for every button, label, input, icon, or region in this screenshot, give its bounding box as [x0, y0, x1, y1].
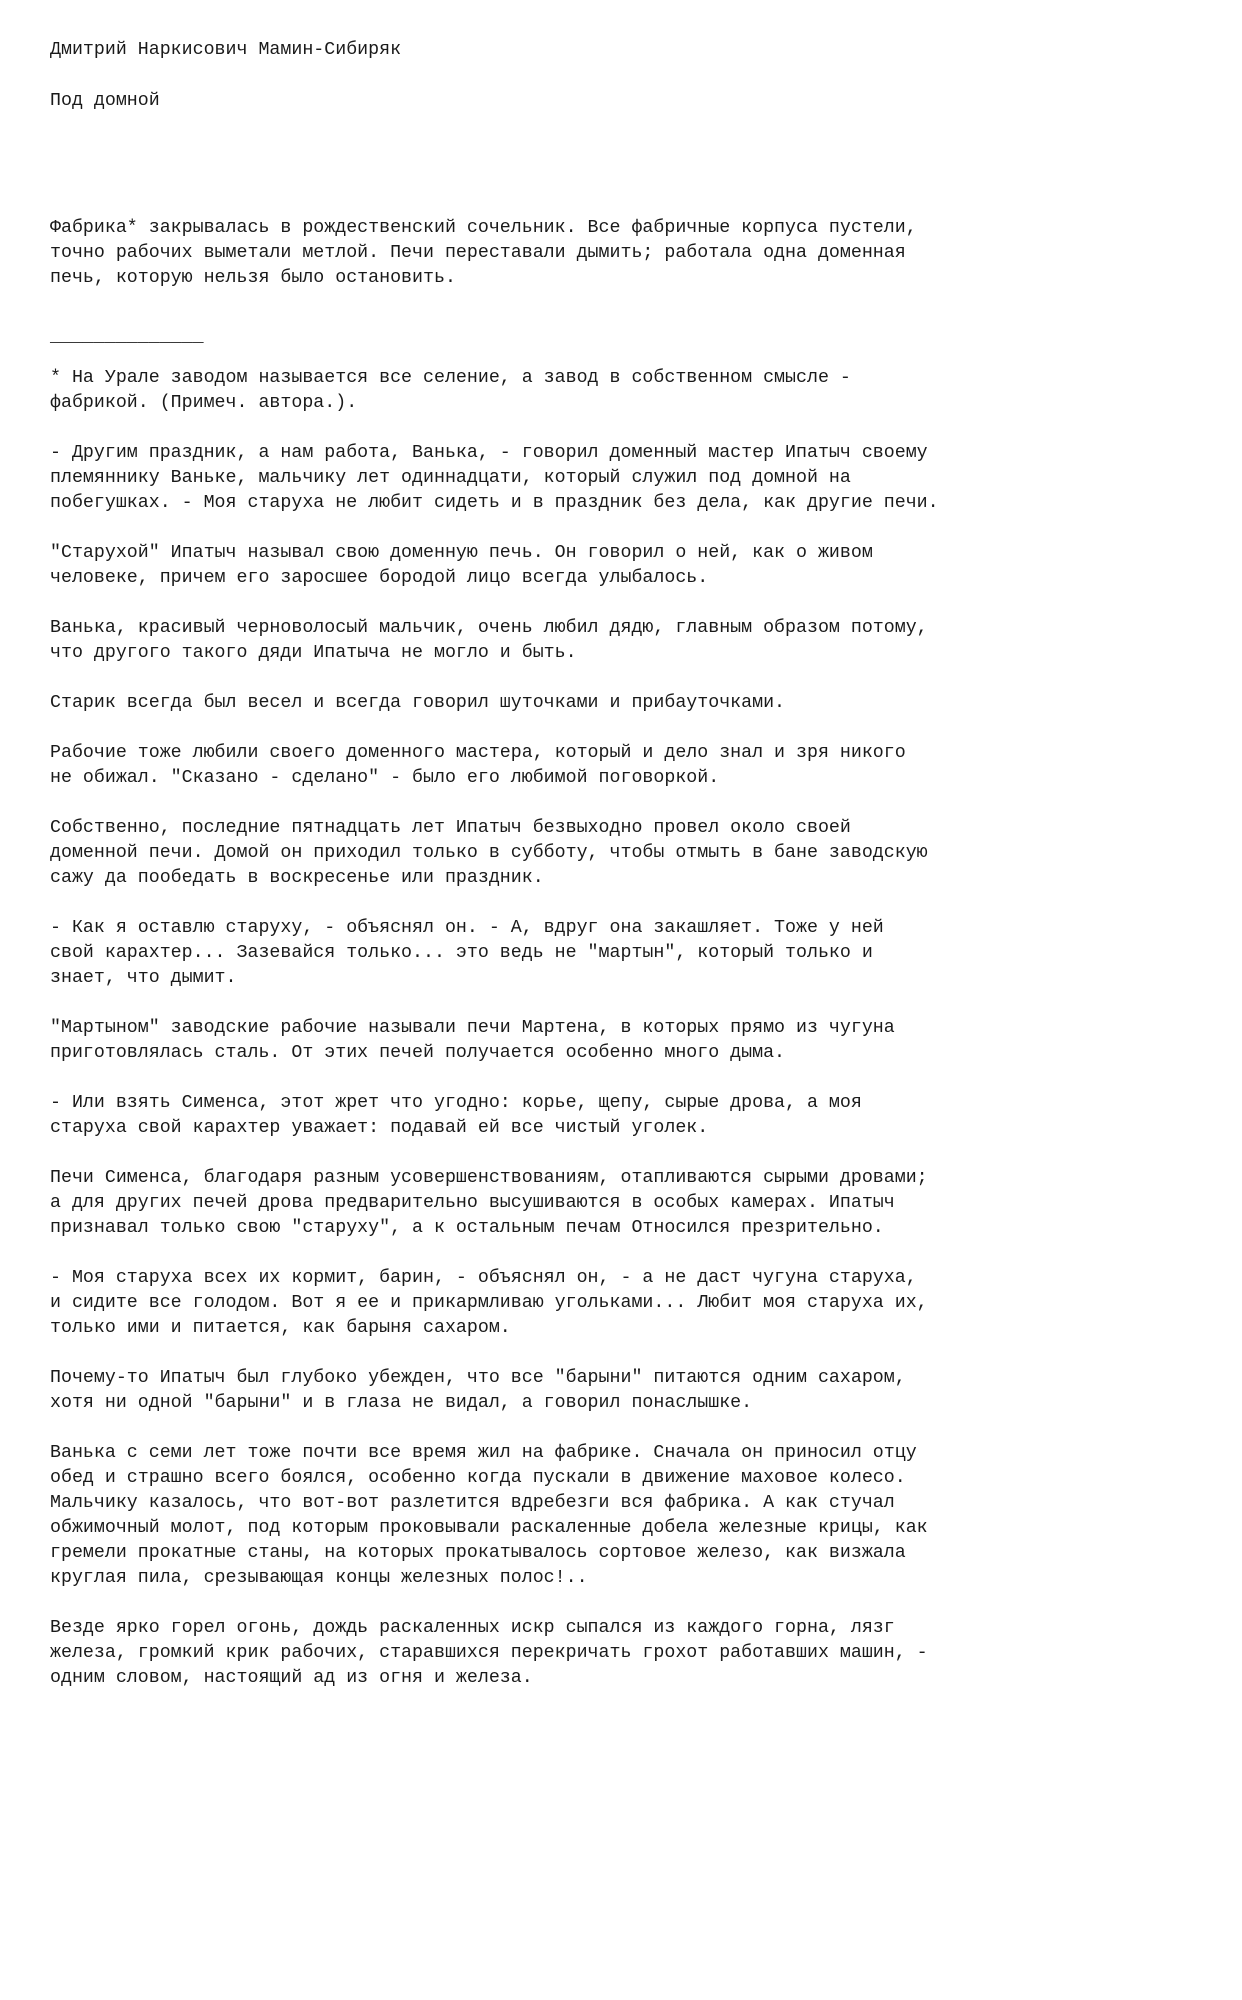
- text-line: старуха свой карахтер уважает: подавай ей все чистый уголек.: [50, 1118, 709, 1138]
- text-line: не обижал. "Сказано - сделано" - было его любимой поговоркой.: [50, 768, 720, 788]
- text-line: Рабочие тоже любили своего доменного мастера, который и дело знал и зря никого: [50, 743, 906, 763]
- text-line: Старик всегда был весел и всегда говорил шуточками и прибауточками.: [50, 693, 786, 713]
- text-line: Ванька, красивый черноволосый мальчик, очень любил дядю, главным образом потому,: [50, 618, 928, 638]
- text-line: обед и страшно всего боялся, особенно когда пускали в движение маховое колесо.: [50, 1468, 906, 1488]
- footnote-line: * На Урале заводом называется все селение, а завод в собственном смысле -: [50, 368, 851, 388]
- text-line: "Старухой" Ипатыч называл свою доменную печь. Он говорил о ней, как о живом: [50, 543, 873, 563]
- text-line: железа, громкий крик рабочих, старавшихся перекричать грохот работавших машин, -: [50, 1643, 928, 1663]
- text-line: хотя ни одной "барыни" и в глаза не видал, а говорил понаслышке.: [50, 1393, 753, 1413]
- text-line: Собственно, последние пятнадцать лет Ипатыч безвыходно провел около своей: [50, 818, 851, 838]
- footnote-separator: ______________: [50, 327, 204, 347]
- text-line: обжимочный молот, под которым проковывали раскаленные добела железные крицы, как: [50, 1518, 928, 1538]
- text-line: Печи Сименса, благодаря разным усовершенствованиям, отапливаются сырыми дровами;: [50, 1168, 928, 1188]
- text-line: свой карахтер... Зазевайся только... это ведь не "мартын", который только и: [50, 943, 873, 963]
- text-line: племяннику Ваньке, мальчику лет одиннадцати, который служил под домной на: [50, 468, 851, 488]
- text-line: одним словом, настоящий ад из огня и железа.: [50, 1668, 533, 1688]
- text-line: Везде ярко горел огонь, дождь раскаленных искр сыпался из каждого горна, лязг: [50, 1618, 895, 1638]
- text-line: а для других печей дрова предварительно высушиваются в особых камерах. Ипатыч: [50, 1193, 895, 1213]
- text-line: доменной печи. Домой он приходил только в субботу, чтобы отмыть в бане заводскую: [50, 843, 928, 863]
- text-line: печь, которую нельзя было остановить.: [50, 268, 456, 288]
- text-line: приготовлялась сталь. От этих печей получается особенно много дыма.: [50, 1043, 786, 1063]
- text-line: - Другим праздник, а нам работа, Ванька, - говорил доменный мастер Ипатыч своему: [50, 443, 928, 463]
- text-line: только ими и питается, как барыня сахаром.: [50, 1318, 511, 1338]
- text-line: Фабрика* закрывалась в рождественский сочельник. Все фабричные корпуса пустели,: [50, 218, 917, 238]
- text-line: побегушках. - Моя старуха не любит сидеть и в праздник без дела, как другие печи.: [50, 493, 939, 513]
- text-line: "Мартыном" заводские рабочие называли печи Мартена, в которых прямо из чугуна: [50, 1018, 895, 1038]
- text-line: Мальчику казалось, что вот-вот разлетится вдребезги вся фабрика. А как стучал: [50, 1493, 895, 1513]
- footnote-line: фабрикой. (Примеч. автора.).: [50, 393, 358, 413]
- text-line: что другого такого дяди Ипатыча не могло и быть.: [50, 643, 577, 663]
- text-line: - Моя старуха всех их кормит, барин, - объяснял он, - а не даст чугуна старуха,: [50, 1268, 917, 1288]
- text-line: точно рабочих выметали метлой. Печи переставали дымить; работала одна доменная: [50, 243, 906, 263]
- text-line: и сидите все голодом. Вот я ее и прикармливаю угольками... Любит моя старуха их,: [50, 1293, 928, 1313]
- text-line: знает, что дымит.: [50, 968, 237, 988]
- author-name: Дмитрий Наркисович Мамин-Сибиряк: [50, 40, 402, 60]
- text-line: - Как я оставлю старуху, - объяснял он. - А, вдруг она закашляет. Тоже у ней: [50, 918, 884, 938]
- text-line: Ванька с семи лет тоже почти все время жил на фабрике. Сначала он приносил отцу: [50, 1443, 917, 1463]
- text-line: Почему-то Ипатыч был глубоко убежден, что все "барыни" питаются одним сахаром,: [50, 1368, 906, 1388]
- text-line: человеке, причем его заросшее бородой лицо всегда улыбалось.: [50, 568, 709, 588]
- text-line: круглая пила, срезывающая концы железных полос!..: [50, 1568, 588, 1588]
- text-line: - Или взять Сименса, этот жрет что угодно: корье, щепу, сырые дрова, а моя: [50, 1093, 862, 1113]
- document-title: Под домной: [50, 91, 160, 111]
- text-line: гремели прокатные станы, на которых прокатывалось сортовое железо, как визжала: [50, 1543, 906, 1563]
- text-line: сажу да пообедать в воскресенье или праздник.: [50, 868, 544, 888]
- text-line: признавал только свою "старуху", а к остальным печам Относился презрительно.: [50, 1218, 884, 1238]
